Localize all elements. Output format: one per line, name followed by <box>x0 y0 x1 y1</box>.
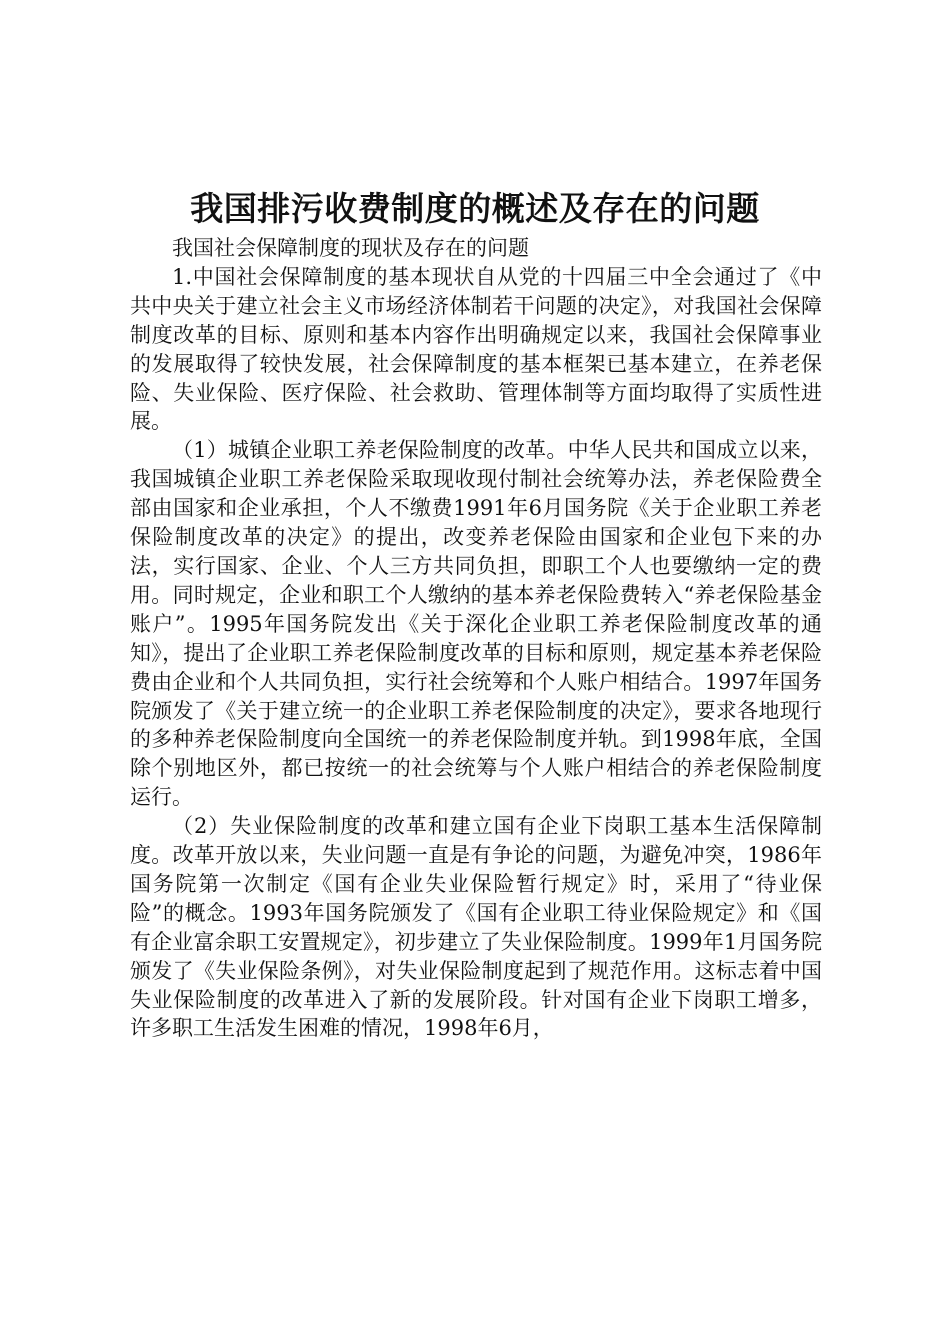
document-body <box>130 234 822 1043</box>
paragraph-basic-status: 1.中国社会保障制度的基本现状自从党的十四届三中全会通过了《中共中央关于建立社会主义市场经济体制若干问题的决定》，对我国社会保障制度改革的目标、原则和基本内容作出明确规定以来，我国社会保障事业的发展取得了较快发展，社会保障制度的基本框架已基本建立，在养老保险、失业保险、医疗保险、社会救助、管理体制等方面均取得了实质性进展。 <box>130 264 822 434</box>
document-title: 我国排污收费制度的概述及存在的问题 <box>190 189 760 228</box>
paragraph-pension-reform: （1）城镇企业职工养老保险制度的改革。中华人民共和国成立以来，我国城镇企业职工养老保险采取现收现付制社会统筹办法，养老保险费全部由国家和企业承担，个人不缴费1991年6月国务院《关于企业职工养老保险制度改革的决定》的提出，改变养老保险由国家和企业包下来的办法，实行国家、企业、个人三方共同负担，即职工个人也要缴纳一定的费用。同时规定，企业和职工个人缴纳的基本养老保险费转入“养老保险基金账户”。1995年国务院发出《关于深化企业职工养老保险制度改革的通知》，提出了企业职工养老保险制度改革的目标和原则，规定基本养老保险费由企业和个人共同负担，实行社会统筹和个人账户相结合。1997年国务院颁发了《关于建立统一的企业职工养老保险制度的决定》，要求各地现行的多种养老保险制度向全国统一的养老保险制度并轨。到1998年底，全国除个别地区外，都已按统一的社会统筹与个人账户相结合的养老保险制度运行。 <box>130 438 822 810</box>
document-subtitle: 我国社会保障制度的现状及存在的问题 <box>172 236 529 260</box>
paragraph-unemployment-reform: （2）失业保险制度的改革和建立国有企业下岗职工基本生活保障制度。改革开放以来，失业问题一直是有争论的问题，为避免冲突，1986年国务院第一次制定《国有企业失业保险暂行规定》时，采用了“待业保险”的概念。1993年国务院颁发了《国有企业职工待业保险规定》和《国有企业富余职工安置规定》，初步建立了失业保险制度。1999年1月国务院颁发了《失业保险条例》，对失业保险制度起到了规范作用。这标志着中国失业保险制度的改革进入了新的发展阶段。针对国有企业下岗职工增多，许多职工生活发生困难的情况，1998年6月， <box>130 814 822 1041</box>
